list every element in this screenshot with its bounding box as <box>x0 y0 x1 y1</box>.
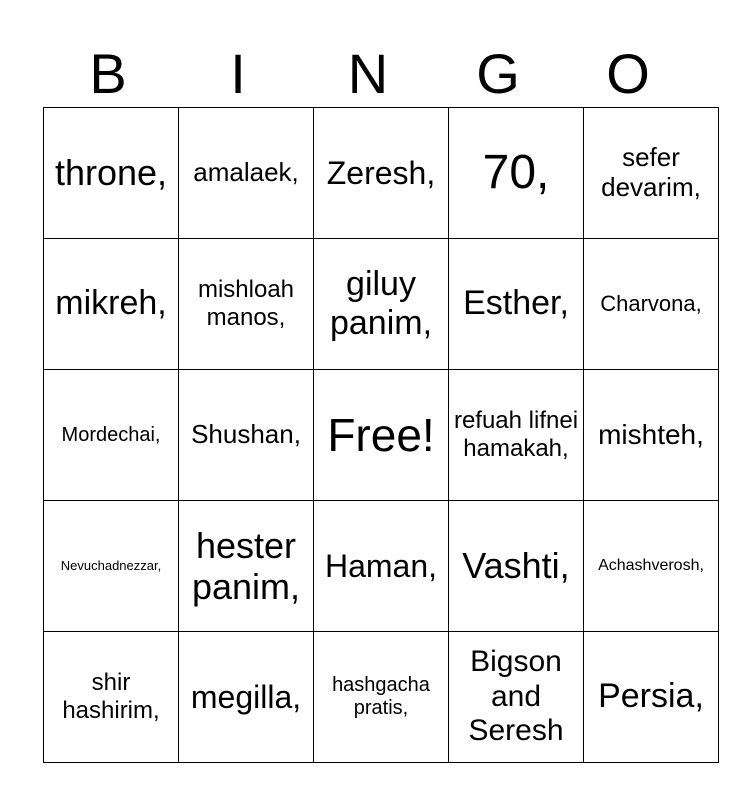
bingo-cell[interactable] <box>584 108 719 239</box>
bingo-cell-text: megilla, <box>190 678 302 715</box>
bingo-cell-text: Nevuchadnezzar, <box>60 557 162 573</box>
bingo-cell-text: mishteh, <box>598 418 704 450</box>
header-letter-g: G <box>476 42 520 105</box>
bingo-cell-text: Bigson and Seresh <box>468 645 564 748</box>
bingo-cell[interactable] <box>584 632 719 763</box>
bingo-cell-text: refuah lifnei hamakah, <box>453 407 579 462</box>
bingo-cell[interactable] <box>44 501 179 632</box>
bingo-cell[interactable] <box>584 239 719 370</box>
bingo-cell-text: Shushan, <box>191 419 301 450</box>
bingo-cell-text: mishloah manos, <box>197 276 295 331</box>
bingo-cell[interactable] <box>449 632 584 763</box>
bingo-cell-text: Charvona, <box>600 291 702 317</box>
bingo-cell[interactable] <box>314 370 449 501</box>
bingo-cell-text: Mordechai, <box>61 423 161 446</box>
board-row <box>44 370 719 501</box>
bingo-cell[interactable] <box>449 239 584 370</box>
bingo-cell-text: sefer devarim, <box>601 142 701 202</box>
bingo-cell-text: shir hashirim, <box>62 669 160 724</box>
bingo-cell[interactable] <box>314 632 449 763</box>
bingo-cell[interactable] <box>584 370 719 501</box>
bingo-cell-text: Zeresh, <box>326 154 436 191</box>
bingo-cell-text: amalaek, <box>193 157 299 188</box>
bingo-cell-text: Haman, <box>324 547 438 584</box>
header-letter-i: I <box>230 42 246 105</box>
bingo-cell[interactable] <box>44 108 179 239</box>
bingo-cell[interactable] <box>44 239 179 370</box>
bingo-cell-text: throne, <box>54 152 168 194</box>
bingo-cell[interactable] <box>44 632 179 763</box>
bingo-cell[interactable] <box>179 108 314 239</box>
bingo-cell[interactable] <box>179 370 314 501</box>
board-row <box>44 108 719 239</box>
bingo-cell[interactable] <box>179 632 314 763</box>
bingo-cell-text: hester panim, <box>191 524 301 607</box>
bingo-cell[interactable] <box>314 501 449 632</box>
bingo-cell-text: Vashti, <box>462 545 570 587</box>
bingo-cell-text: Achashverosh, <box>598 556 704 574</box>
board-row <box>44 632 719 763</box>
bingo-cell-text: Free! <box>327 408 435 461</box>
bingo-cell-text: hashgacha pratis, <box>332 674 430 719</box>
header-letter-n: N <box>347 42 389 105</box>
bingo-cell[interactable] <box>44 370 179 501</box>
bingo-cell[interactable] <box>179 239 314 370</box>
bingo-cell[interactable] <box>179 501 314 632</box>
bingo-cell-text: mikreh, <box>55 284 167 323</box>
bingo-cell-text: 70, <box>482 146 550 200</box>
bingo-header <box>43 40 693 108</box>
bingo-cell-text: Persia, <box>598 677 704 716</box>
header-letter-o: O <box>606 42 650 105</box>
bingo-cell[interactable] <box>584 501 719 632</box>
header-letter-b: B <box>89 42 127 105</box>
board-row <box>44 501 719 632</box>
bingo-cell[interactable] <box>449 108 584 239</box>
bingo-cell[interactable] <box>449 501 584 632</box>
bingo-cell-text: Esther, <box>463 284 569 323</box>
board-row <box>44 239 719 370</box>
bingo-board <box>43 107 719 763</box>
bingo-cell[interactable] <box>449 370 584 501</box>
bingo-cell-text: giluy panim, <box>329 264 433 342</box>
bingo-cell[interactable] <box>314 239 449 370</box>
bingo-cell[interactable] <box>314 108 449 239</box>
